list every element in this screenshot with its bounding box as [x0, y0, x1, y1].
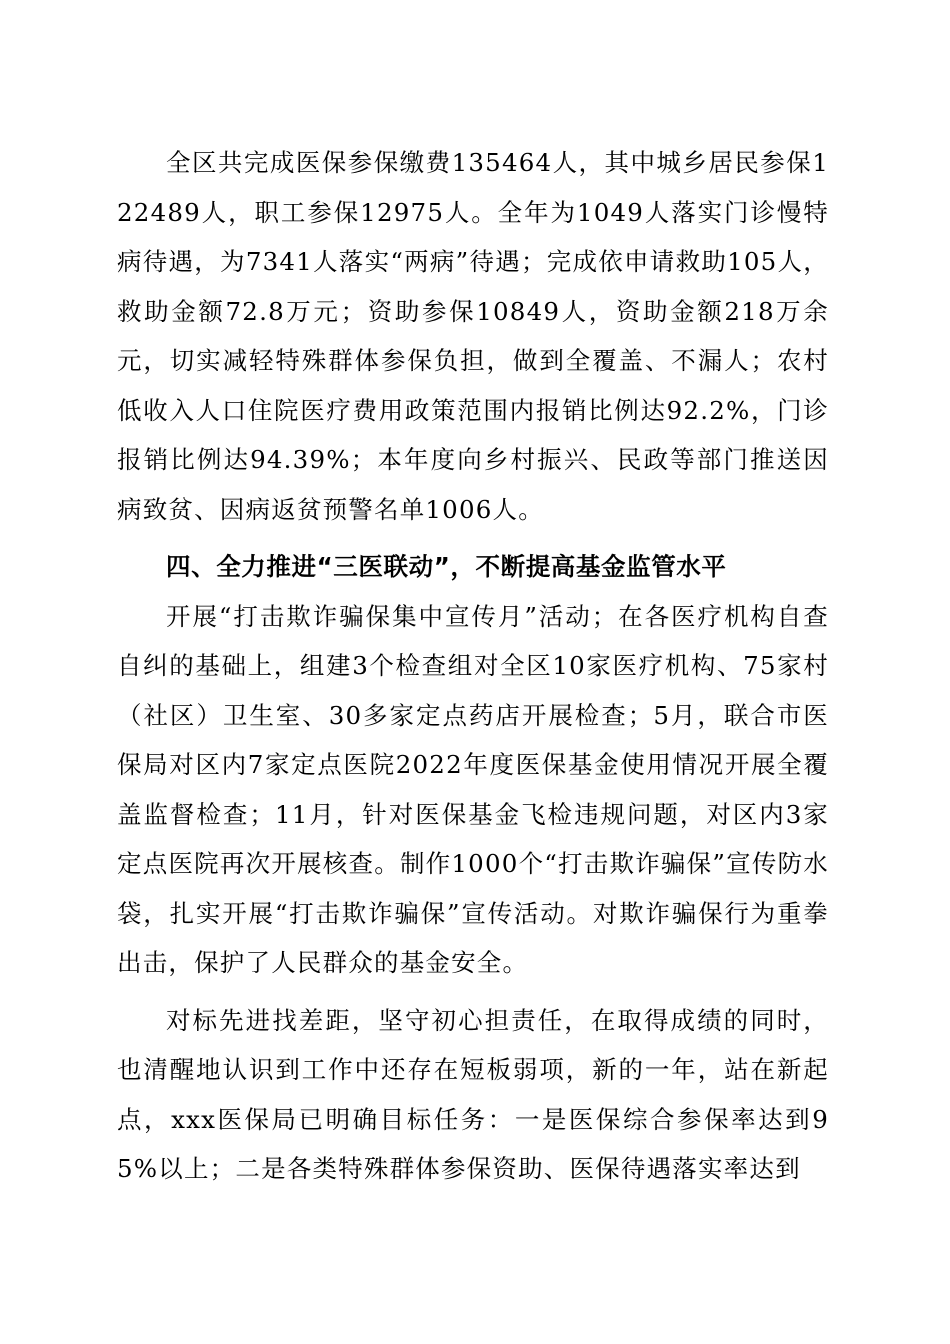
paragraph-goals: 对标先进找差距，坚守初心担责任，在取得成绩的同时，也清醒地认识到工作中还存在短板弱项，新的一年，站在新起点，xxx医保局已明确目标任务：一是医保综合参保率达到95%以上；二是各类特殊群体参保资助、医保待遇落实率达到 [117, 1005, 829, 1183]
paragraph-fraud-crackdown: 开展“打击欺诈骗保集中宣传月”活动；在各医疗机构自查自纠的基础上，组建3个检查组对全区10家医疗机构、75家村（社区）卫生室、30多家定点药店开展检查；5月，联合市医保局对区内7家定点医院2022年度医保基金使用情况开展全覆盖监督检查；11月，针对医保基金飞检违规问题，对区内3家定点医院再次开展核查。制作1000个“打击欺诈骗保”宣传防水袋，扎实开展“打击欺诈骗保”宣传活动。对欺诈骗保行为重拳出击，保护了人民群众的基金安全。 [117, 601, 829, 977]
paragraph-insurance-enrollment: 全区共完成医保参保缴费135464人，其中城乡居民参保122489人，职工参保12975人。全年为1049人落实门诊慢特病待遇，为7341人落实“两病”待遇；完成依申请救助105人，救助金额72.8万元；资助参保10849人，资助金额218万余元，切实减轻特殊群体参保负担，做到全覆盖、不漏人；农村低收入人口住院医疗费用政策范围内报销比例达92.2%，门诊报销比例达94.39%；本年度向乡村振兴、民政等部门推送因病致贫、因病返贫预警名单1006人。 [117, 148, 829, 524]
paragraph-spacer [117, 534, 829, 542]
section-heading-fund-supervision: 四、全力推进“三医联动”，不断提高基金监管水平 [166, 552, 727, 581]
document-body [117, 138, 829, 1194]
paragraph-spacer [117, 988, 829, 996]
